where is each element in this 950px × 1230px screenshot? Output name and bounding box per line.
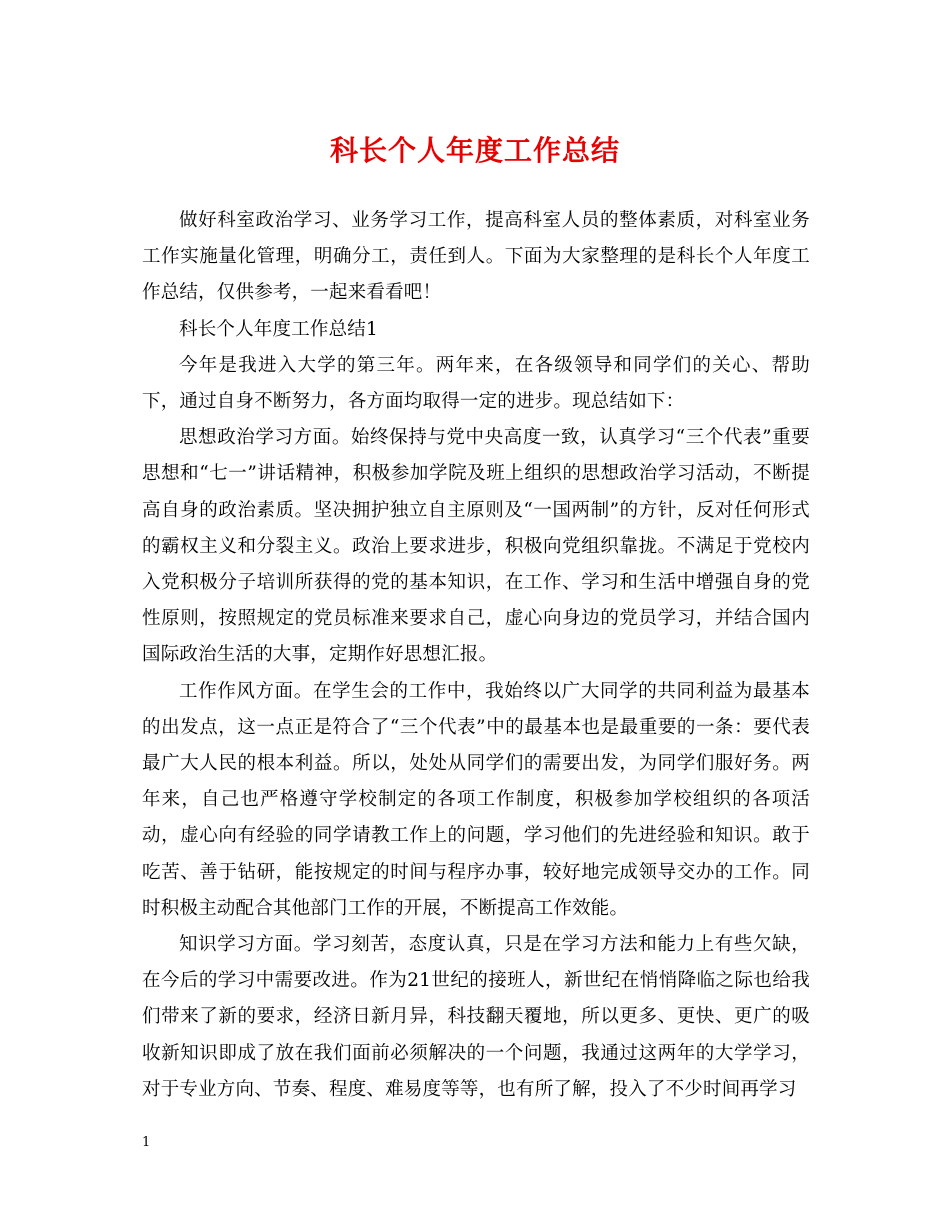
body-paragraph-knowledge-study: 知识学习方面。学习刻苦，态度认真，只是在学习方法和能力上有些欠缺，在今后的学习中需要改进。作为21世纪的接班人，新世纪在悄悄降临之际也给我们带来了新的要求，经济日新月异，科技翻天覆地，所以更多、更快、更广的吸收新知识即成了放在我们面前必须解决的一个问题，我通过这两年的大学学习，对于专业方向、节奏、程度、难易度等等，也有所了解，投入了不少时间再学习 (142, 934, 810, 1100)
body-paragraph-political-study: 思想政治学习方面。始终保持与党中央高度一致，认真学习“三个代表”重要思想和“七一”讲话精神，积极参加学院及班上组织的思想政治学习活动，不断提高自身的政治素质。坚决拥护独立自主原则及“一国两制”的方针，反对任何形式的霸权主义和分裂主义。政治上要求进步，积极向党组织靠拢。不满足于党校内入党积极分子培训所获得的党的基本知识，在工作、学习和生活中增强自身的党性原则，按照规定的党员标准来要求自己，虚心向身边的党员学习，并结合国内国际政治生活的大事，定期作好思想汇报。 (142, 427, 810, 666)
intro-paragraph: 做好科室政治学习、业务学习工作，提高科室人员的整体素质，对科室业务工作实施量化管理，明确分工，责任到人。下面为大家整理的是科长个人年度工作总结，仅供参考，一起来看看吧！ (142, 210, 810, 304)
page-number: 1 (142, 1135, 151, 1150)
document-title: 科长个人年度工作总结 (329, 134, 620, 167)
body-paragraph-opening: 今年是我进入大学的第三年。两年来，在各级领导和同学们的关心、帮助下，通过自身不断努力，各方面均取得一定的进步。现总结如下： (142, 354, 810, 413)
section-heading: 科长个人年度工作总结1 (179, 318, 378, 340)
body-paragraph-work-style: 工作作风方面。在学生会的工作中，我始终以广大同学的共同利益为最基本的出发点，这一点正是符合了“三个代表”中的最基本也是最重要的一条：要代表最广大人民的根本利益。所以，处处从同学们的需要出发，为同学们服好务。两年来，自己也严格遵守学校制定的各项工作制度，积极参加学校组织的各项活动，虚心向有经验的同学请教工作上的问题，学习他们的先进经验和知识。敢于吃苦、善于钻研，能按规定的时间与程序办事，较好地完成领导交办的工作。同时积极主动配合其他部门工作的开展，不断提高工作效能。 (142, 680, 810, 919)
document-body (142, 203, 810, 1108)
